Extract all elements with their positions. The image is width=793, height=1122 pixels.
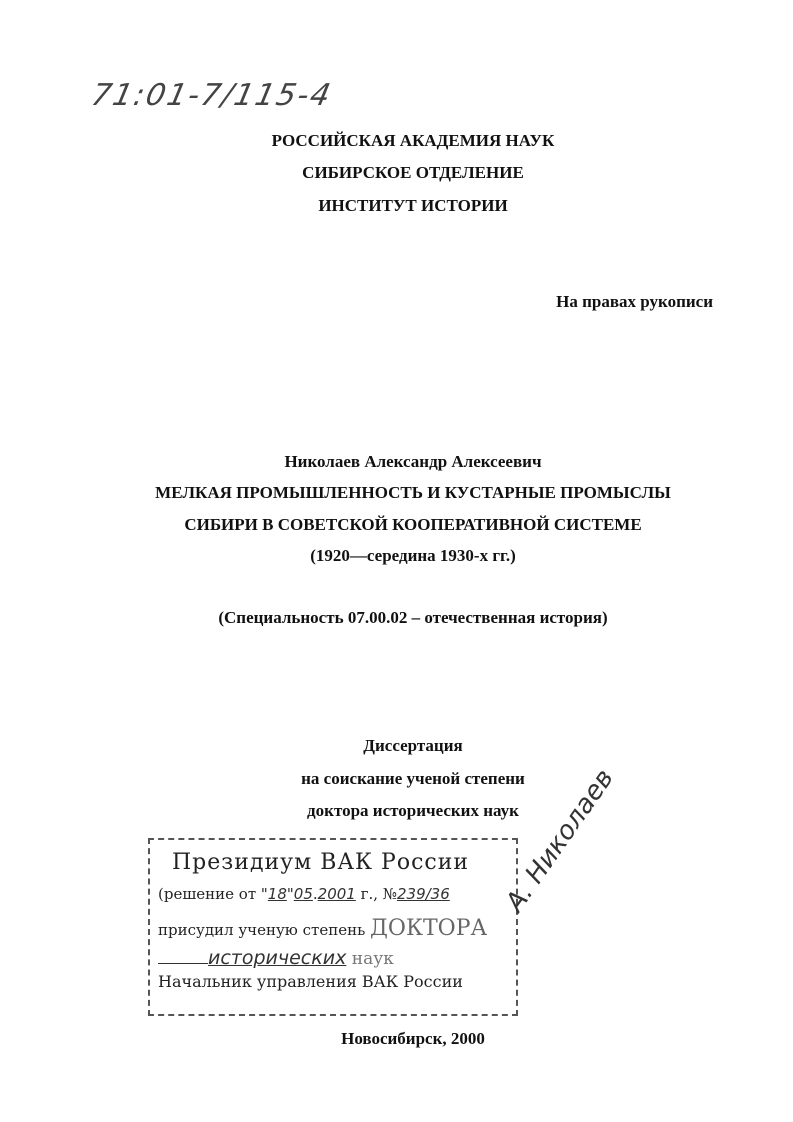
place-year: Новосибирск, 2000 xyxy=(341,1029,485,1048)
org-line-1: РОССИЙСКАЯ АКАДЕМИЯ НАУК xyxy=(271,131,555,150)
signature: А. Николаев xyxy=(500,763,620,918)
stamp-decision-prefix: (решение от " xyxy=(158,885,268,903)
stamp-awarded xyxy=(158,916,487,941)
stamp-degree-word: ДОКТОРА xyxy=(370,916,488,941)
degree-line-1: Диссертация xyxy=(363,736,463,755)
stamp-field-suffix: наук xyxy=(351,949,394,969)
stamp-day: 18 xyxy=(267,885,287,903)
stamp-head: Начальник управления ВАК России xyxy=(158,972,463,991)
stamp-year-suffix: г., № xyxy=(360,885,397,903)
stamp-awarded-text: присудил ученую степень xyxy=(158,921,366,939)
stamp-number: 239/36 xyxy=(397,885,450,903)
org-line-2: СИБИРСКОЕ ОТДЕЛЕНИЕ xyxy=(302,163,524,182)
stamp-field-value: исторических xyxy=(208,947,347,969)
stamp-decision: (решение от "18"05.2001 г., №239/36 xyxy=(158,885,450,903)
specialty: (Специальность 07.00.02 – отечественная история) xyxy=(218,608,608,627)
degree-line-2: на соискание ученой степени xyxy=(301,769,525,788)
degree-line-3: доктора исторических наук xyxy=(307,801,519,820)
stamp-year: 2001 xyxy=(317,885,356,903)
archive-number: 71:01-7/115-4 xyxy=(88,78,336,113)
stamp-month: 05 xyxy=(293,885,313,903)
title-line-2: СИБИРИ В СОВЕТСКОЙ КООПЕРАТИВНОЙ СИСТЕМЕ xyxy=(184,515,642,534)
rights-note: На правах рукописи xyxy=(556,292,713,311)
author-name: Николаев Александр Алексеевич xyxy=(284,452,542,471)
stamp-title: Президиум ВАК России xyxy=(172,850,470,875)
vak-stamp xyxy=(148,838,518,1016)
stamp-field xyxy=(158,947,508,969)
title-line-1: МЕЛКАЯ ПРОМЫШЛЕННОСТЬ И КУСТАРНЫЕ ПРОМЫСЛЫ xyxy=(155,483,671,502)
title-line-3: (1920—середина 1930-х гг.) xyxy=(310,546,516,565)
org-line-3: ИНСТИТУТ ИСТОРИИ xyxy=(318,196,508,215)
